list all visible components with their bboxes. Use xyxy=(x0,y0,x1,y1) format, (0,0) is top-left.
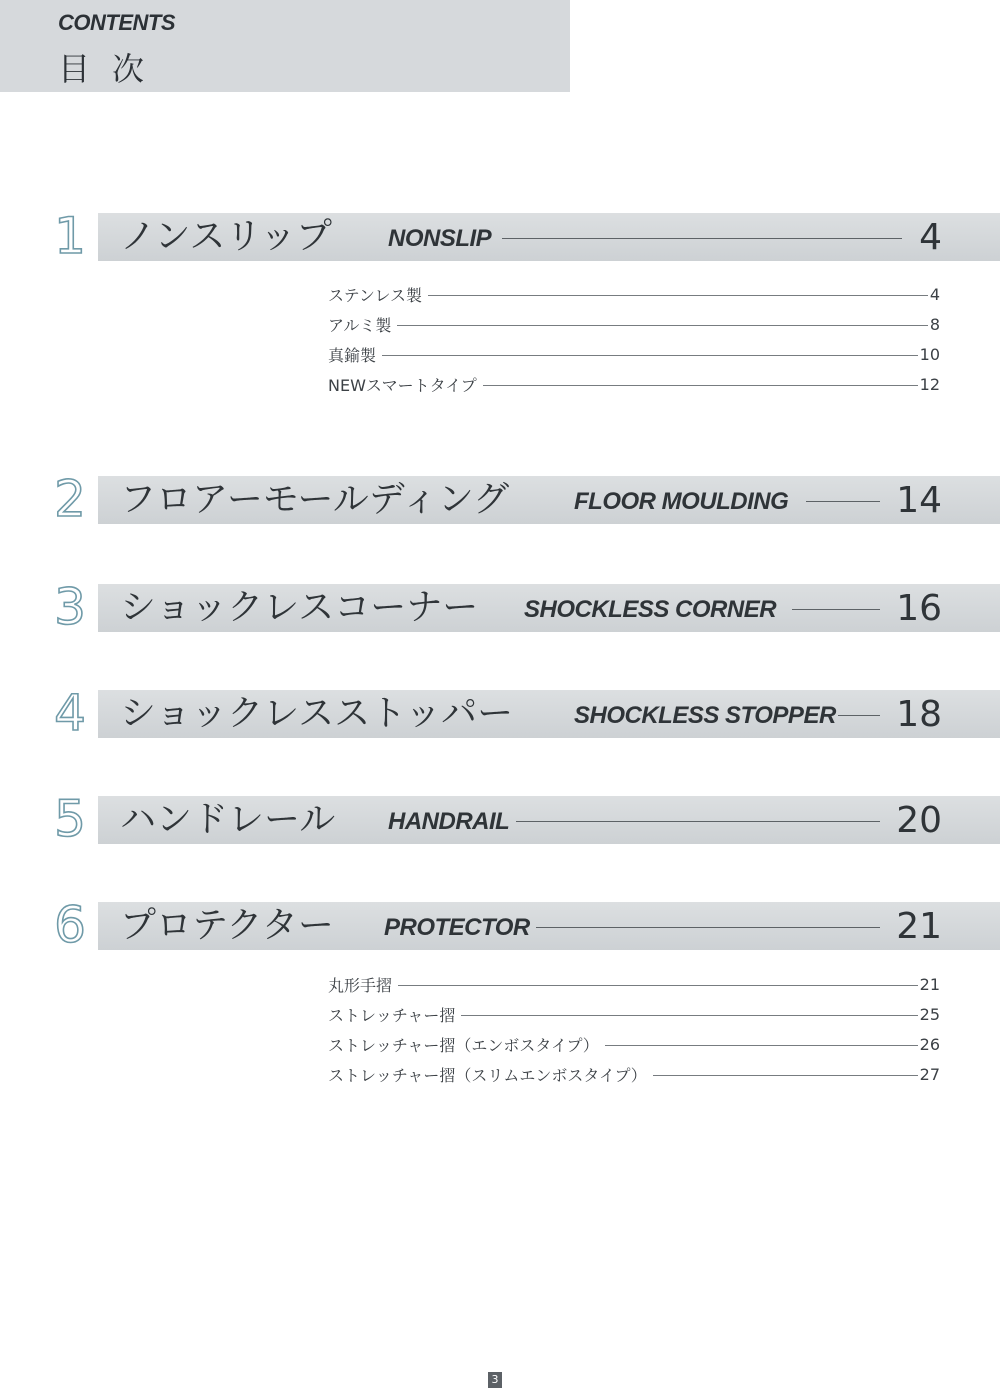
header-title-en: CONTENTS xyxy=(58,10,175,35)
section-number: 5 xyxy=(54,790,86,848)
leader-line xyxy=(461,1015,917,1016)
leader-line xyxy=(838,715,880,716)
toc-section-nonslip[interactable] xyxy=(0,207,1000,265)
toc-subitem[interactable] xyxy=(328,1003,940,1025)
section-title-en: SHOCKLESS CORNER xyxy=(524,596,777,623)
leader-line xyxy=(536,927,880,928)
toc-section-floor-moulding[interactable] xyxy=(0,470,1000,528)
toc-subitem[interactable] xyxy=(328,1033,940,1055)
section-page: 4 xyxy=(919,217,942,258)
subitem-label: アルミ製 xyxy=(328,315,392,335)
toc-subitem[interactable] xyxy=(328,973,940,995)
leader-line xyxy=(382,355,918,356)
subitem-label: ストレッチャー摺（エンボスタイプ） xyxy=(328,1035,599,1055)
section-number: 6 xyxy=(54,896,86,954)
section-title-en: FLOOR MOULDING xyxy=(574,488,789,515)
section-title-jp: フロアーモールディング xyxy=(120,479,510,520)
subitem-label: ストレッチャー摺（スリムエンボスタイプ） xyxy=(328,1065,647,1085)
subitem-page: 12 xyxy=(919,374,940,394)
section-page: 20 xyxy=(896,800,942,841)
leader-line xyxy=(398,985,918,986)
subitem-label: 丸形手摺 xyxy=(328,975,393,995)
section-title-jp: ショックレスストッパー xyxy=(120,693,514,734)
section-number: 2 xyxy=(54,470,86,528)
subitem-label: NEWスマートタイプ xyxy=(328,375,477,395)
subitem-page: 10 xyxy=(919,344,940,364)
leader-line xyxy=(653,1075,918,1076)
leader-line xyxy=(483,385,918,386)
subitem-label: ストレッチャー摺 xyxy=(328,1005,456,1025)
section-title-en: HANDRAIL xyxy=(388,808,510,835)
section-title-jp: ノンスリップ xyxy=(120,216,333,257)
toc-section-shockless-corner[interactable] xyxy=(0,578,1000,636)
section-title-en: PROTECTOR xyxy=(384,914,530,941)
leader-line xyxy=(792,609,880,610)
leader-line xyxy=(502,238,902,239)
leader-line xyxy=(516,821,880,822)
section-title-jp: ハンドレール xyxy=(120,799,336,840)
section-title-en: SHOCKLESS STOPPER xyxy=(574,702,836,729)
subitem-page: 25 xyxy=(919,1004,940,1024)
subitem-label: ステンレス製 xyxy=(328,285,423,305)
section-number: 3 xyxy=(54,578,86,636)
leader-line xyxy=(806,501,880,502)
section-title-jp: プロテクター xyxy=(120,905,334,946)
toc-section-shockless-stopper[interactable] xyxy=(0,684,1000,742)
leader-line xyxy=(428,295,928,296)
contents-header xyxy=(0,0,570,92)
section-number: 4 xyxy=(54,684,86,742)
subitem-page: 26 xyxy=(919,1034,940,1054)
section-page: 16 xyxy=(896,588,942,629)
leader-line xyxy=(605,1045,918,1046)
section-title-en: NONSLIP xyxy=(388,225,492,252)
section-page: 14 xyxy=(896,480,942,521)
leader-line xyxy=(397,325,927,326)
toc-subitem[interactable] xyxy=(328,373,940,395)
toc-section-protector[interactable] xyxy=(0,896,1000,954)
toc-subitem[interactable] xyxy=(328,313,940,335)
subitem-page: 4 xyxy=(929,284,940,304)
toc-subitem[interactable] xyxy=(328,283,940,305)
subitem-page: 8 xyxy=(929,314,940,334)
subitem-page: 27 xyxy=(919,1064,940,1084)
section-title-jp: ショックレスコーナー xyxy=(120,587,479,628)
toc-subitem[interactable] xyxy=(328,1063,940,1085)
page-number-badge: 3 xyxy=(488,1372,502,1388)
toc-section-handrail[interactable] xyxy=(0,790,1000,848)
toc-subitem[interactable] xyxy=(328,343,940,365)
section-number: 1 xyxy=(54,207,86,265)
section-page: 21 xyxy=(896,906,942,947)
subitem-label: 真鍮製 xyxy=(328,345,377,365)
section-page: 18 xyxy=(896,694,942,735)
subitem-page: 21 xyxy=(919,974,940,994)
header-title-jp: 目次 xyxy=(58,50,167,88)
